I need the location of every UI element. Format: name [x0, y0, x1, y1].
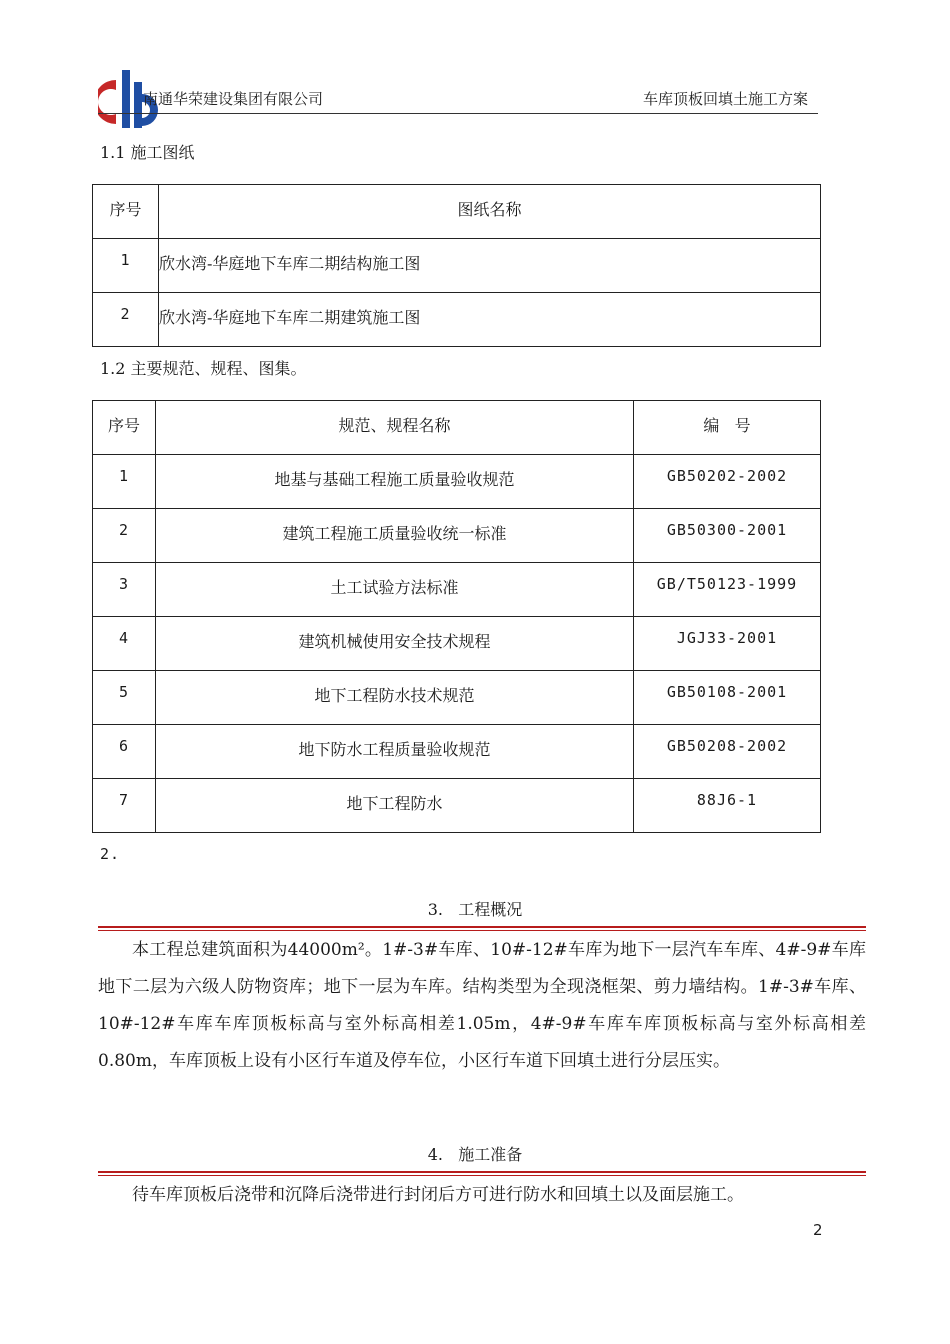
- table-row: [93, 671, 821, 725]
- standard-name: 地下防水工程质量验收规范: [156, 725, 634, 779]
- table-row: [93, 779, 821, 833]
- row-index: 4: [93, 617, 156, 671]
- drawing-name: 欣水湾-华庭地下车库二期结构施工图: [159, 239, 821, 293]
- standard-name: 建筑机械使用安全技术规程: [156, 617, 634, 671]
- table-row: [93, 293, 821, 347]
- standard-code: GB50202-2002: [634, 455, 821, 509]
- row-index: 7: [93, 779, 156, 833]
- standard-code: GB/T50123-1999: [634, 563, 821, 617]
- header-divider: [98, 113, 818, 114]
- table-row: [93, 725, 821, 779]
- table-row: [93, 563, 821, 617]
- row-index: 3: [93, 563, 156, 617]
- section-3-title: [0, 897, 950, 920]
- drawing-name: 欣水湾-华庭地下车库二期建筑施工图: [159, 293, 821, 347]
- row-index: 2: [93, 293, 159, 347]
- company-name: 南通华荣建设集团有限公司: [143, 90, 324, 108]
- header-cell-code: 编 号: [634, 401, 821, 455]
- table-header-row: [93, 401, 821, 455]
- row-index: 1: [93, 239, 159, 293]
- document-title: 车库顶板回填土施工方案: [642, 90, 808, 108]
- section-4-divider: [98, 1171, 866, 1176]
- table-header-row: [93, 185, 821, 239]
- standard-name: 土工试验方法标准: [156, 563, 634, 617]
- standard-name: 地下工程防水: [156, 779, 634, 833]
- standard-name: 建筑工程施工质量验收统一标准: [156, 509, 634, 563]
- section-4-title-text: 4. 施工准备: [427, 1145, 523, 1164]
- section-3-paragraph: 本工程总建筑面积为44000m²。1#-3#车库、10#-12#车库为地下一层汽车车库、4#-9#车库地下二层为六级人防物资库；地下一层为车库。结构类型为全现浇框架、剪力墙结构。1#-3#车库、10#-12#车库车库顶板标高与室外标高相差1.05m，4#-9#车库车库顶板标高与室外标高相差0.80m，车库顶板上设有小区行车道及停车位，小区行车道下回填土进行分层压实。: [98, 940, 866, 1071]
- header-cell-standard-name: 规范、规程名称: [156, 401, 634, 455]
- section-4-paragraph: 待车库顶板后浇带和沉降后浇带进行封闭后方可进行防水和回填土以及面层施工。: [132, 1185, 744, 1205]
- section-1-2-heading: 1.2 主要规范、规程、图集。: [100, 359, 307, 378]
- standard-code: GB50300-2001: [634, 509, 821, 563]
- row-index: 1: [93, 455, 156, 509]
- table-row: [93, 617, 821, 671]
- drawings-table: [92, 184, 821, 347]
- section-3-divider: [98, 926, 866, 931]
- table-row: [93, 239, 821, 293]
- standard-code: 88J6-1: [634, 779, 821, 833]
- table-row: [93, 509, 821, 563]
- standard-name: 地下工程防水技术规范: [156, 671, 634, 725]
- header-cell-index: 序号: [93, 185, 159, 239]
- header-cell-drawing-name: 图纸名称: [159, 185, 821, 239]
- standard-code: JGJ33-2001: [634, 617, 821, 671]
- row-index: 5: [93, 671, 156, 725]
- page-number: 2: [813, 1221, 823, 1239]
- standard-code: GB50108-2001: [634, 671, 821, 725]
- section-1-1-heading: 1.1 施工图纸: [100, 143, 195, 162]
- table-row: [93, 455, 821, 509]
- row-index: 6: [93, 725, 156, 779]
- header-cell-index: 序号: [93, 401, 156, 455]
- section-3-title-text: 3. 工程概况: [427, 900, 523, 919]
- section-4-title: [0, 1142, 950, 1165]
- standards-table: [92, 400, 821, 833]
- standard-code: GB50208-2002: [634, 725, 821, 779]
- standard-name: 地基与基础工程施工质量验收规范: [156, 455, 634, 509]
- section-2-label: 2.: [100, 845, 121, 863]
- row-index: 2: [93, 509, 156, 563]
